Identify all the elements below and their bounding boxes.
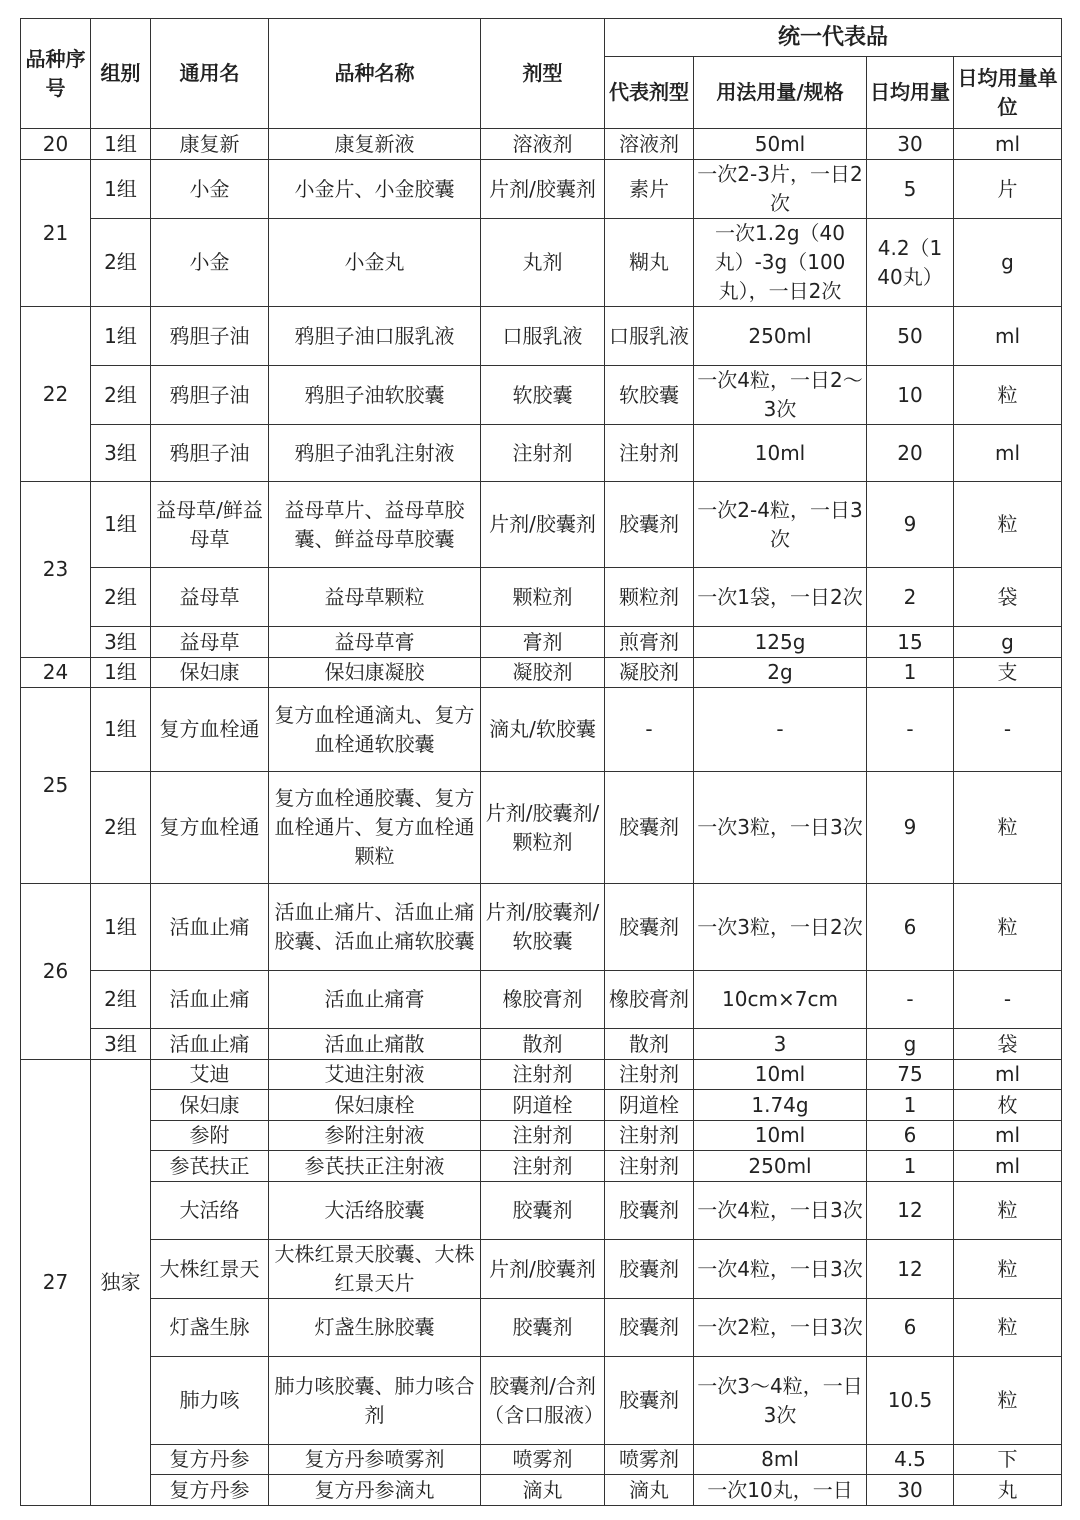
variety-name-cell: 活血止痛散 [269, 1029, 481, 1060]
table-row [21, 129, 1062, 160]
daily-unit-cell: 片 [954, 160, 1062, 219]
dosage-form-cell: 散剂 [481, 1029, 605, 1060]
dosage-form-cell: 片剂/胶囊剂 [481, 160, 605, 219]
header-rep-form: 代表剂型 [605, 57, 694, 129]
group-cell: 2组 [91, 219, 151, 307]
usage-spec-cell: 250ml [694, 307, 867, 366]
generic-name-cell: 复方丹参 [151, 1445, 269, 1475]
header-variety-name: 品种名称 [269, 19, 481, 129]
header-dosage-form: 剂型 [481, 19, 605, 129]
generic-name-cell: 参芪扶正 [151, 1151, 269, 1182]
rep-form-cell: 胶囊剂 [605, 884, 694, 971]
variety-name-cell: 肺力咳胶囊、肺力咳合剂 [269, 1357, 481, 1445]
table-row [21, 1299, 1062, 1357]
rep-form-cell: 喷雾剂 [605, 1445, 694, 1475]
dosage-form-cell: 注射剂 [481, 1060, 605, 1090]
table-row [21, 160, 1062, 219]
generic-name-cell: 艾迪 [151, 1060, 269, 1090]
dosage-form-cell: 阴道栓 [481, 1090, 605, 1121]
header-generic-name: 通用名 [151, 19, 269, 129]
rep-form-cell: 凝胶剂 [605, 658, 694, 688]
variety-name-cell: 益母草颗粒 [269, 568, 481, 627]
generic-name-cell: 鸦胆子油 [151, 366, 269, 425]
table-body [21, 129, 1062, 1506]
rep-form-cell: 注射剂 [605, 1060, 694, 1090]
variety-name-cell: 艾迪注射液 [269, 1060, 481, 1090]
daily-unit-cell: 粒 [954, 772, 1062, 884]
rep-form-cell: 口服乳液 [605, 307, 694, 366]
daily-unit-cell: ml [954, 1151, 1062, 1182]
dosage-form-cell: 滴丸 [481, 1475, 605, 1506]
daily-amount-cell: 6 [867, 1121, 954, 1151]
daily-amount-cell: - [867, 971, 954, 1029]
variety-name-cell: 参芪扶正注射液 [269, 1151, 481, 1182]
table-row [21, 1060, 1062, 1090]
variety-name-cell: 康复新液 [269, 129, 481, 160]
daily-unit-cell: 枚 [954, 1090, 1062, 1121]
daily-unit-cell: ml [954, 129, 1062, 160]
variety-name-cell: 复方丹参喷雾剂 [269, 1445, 481, 1475]
generic-name-cell: 保妇康 [151, 658, 269, 688]
dosage-form-cell: 凝胶剂 [481, 658, 605, 688]
usage-spec-cell: 1.74g [694, 1090, 867, 1121]
group-cell: 2组 [91, 568, 151, 627]
usage-spec-cell: 125g [694, 627, 867, 658]
usage-spec-cell: 10ml [694, 425, 867, 482]
rep-form-cell: 注射剂 [605, 1151, 694, 1182]
rep-form-cell: 颗粒剂 [605, 568, 694, 627]
dosage-form-cell: 片剂/胶囊剂/颗粒剂 [481, 772, 605, 884]
table-row [21, 1445, 1062, 1475]
daily-amount-cell: 4.5 [867, 1445, 954, 1475]
daily-unit-cell: ml [954, 1060, 1062, 1090]
generic-name-cell: 保妇康 [151, 1090, 269, 1121]
daily-unit-cell: ml [954, 307, 1062, 366]
usage-spec-cell: 一次1.2g（40丸）-3g（100丸），一日2次 [694, 219, 867, 307]
seq-cell: 21 [21, 160, 91, 307]
rep-form-cell: 软胶囊 [605, 366, 694, 425]
header-daily-amount: 日均用量 [867, 57, 954, 129]
daily-unit-cell: 袋 [954, 568, 1062, 627]
variety-name-cell: 复方丹参滴丸 [269, 1475, 481, 1506]
daily-amount-cell: 5 [867, 160, 954, 219]
group-cell: 1组 [91, 307, 151, 366]
daily-unit-cell: 粒 [954, 1240, 1062, 1299]
group-cell: 独家 [91, 1060, 151, 1506]
table-row [21, 1182, 1062, 1240]
variety-name-cell: 鸦胆子油口服乳液 [269, 307, 481, 366]
table-row [21, 1475, 1062, 1506]
rep-form-cell: 注射剂 [605, 1121, 694, 1151]
rep-form-cell: 素片 [605, 160, 694, 219]
dosage-form-cell: 胶囊剂 [481, 1182, 605, 1240]
table-row [21, 1240, 1062, 1299]
generic-name-cell: 参附 [151, 1121, 269, 1151]
generic-name-cell: 鸦胆子油 [151, 307, 269, 366]
generic-name-cell: 益母草 [151, 568, 269, 627]
table-row [21, 568, 1062, 627]
table-row [21, 482, 1062, 568]
generic-name-cell: 康复新 [151, 129, 269, 160]
header-daily-unit: 日均用量单位 [954, 57, 1062, 129]
seq-cell: 24 [21, 658, 91, 688]
generic-name-cell: 活血止痛 [151, 884, 269, 971]
generic-name-cell: 益母草/鲜益母草 [151, 482, 269, 568]
rep-form-cell: 胶囊剂 [605, 1299, 694, 1357]
daily-amount-cell: 1 [867, 1090, 954, 1121]
variety-name-cell: 活血止痛膏 [269, 971, 481, 1029]
dosage-form-cell: 片剂/胶囊剂 [481, 482, 605, 568]
usage-spec-cell: 50ml [694, 129, 867, 160]
dosage-form-cell: 橡胶膏剂 [481, 971, 605, 1029]
table-row [21, 366, 1062, 425]
table-row [21, 627, 1062, 658]
table-row [21, 658, 1062, 688]
table-row [21, 884, 1062, 971]
daily-amount-cell: 20 [867, 425, 954, 482]
daily-amount-cell: 12 [867, 1240, 954, 1299]
generic-name-cell: 复方血栓通 [151, 688, 269, 772]
daily-unit-cell: 粒 [954, 1357, 1062, 1445]
table-container [20, 18, 1062, 1506]
dosage-form-cell: 软胶囊 [481, 366, 605, 425]
daily-unit-cell: - [954, 971, 1062, 1029]
generic-name-cell: 灯盏生脉 [151, 1299, 269, 1357]
variety-name-cell: 大株红景天胶囊、大株红景天片 [269, 1240, 481, 1299]
usage-spec-cell: 2g [694, 658, 867, 688]
seq-cell: 25 [21, 688, 91, 884]
daily-amount-cell: 30 [867, 1475, 954, 1506]
daily-unit-cell: 支 [954, 658, 1062, 688]
seq-cell: 22 [21, 307, 91, 482]
daily-amount-cell: 1 [867, 1151, 954, 1182]
daily-amount-cell: 12 [867, 1182, 954, 1240]
rep-form-cell: 注射剂 [605, 425, 694, 482]
group-cell: 1组 [91, 658, 151, 688]
usage-spec-cell: - [694, 688, 867, 772]
table-row [21, 307, 1062, 366]
variety-name-cell: 灯盏生脉胶囊 [269, 1299, 481, 1357]
variety-name-cell: 小金丸 [269, 219, 481, 307]
daily-amount-cell: 10 [867, 366, 954, 425]
dosage-form-cell: 口服乳液 [481, 307, 605, 366]
rep-form-cell: 胶囊剂 [605, 1357, 694, 1445]
rep-form-cell: 胶囊剂 [605, 1240, 694, 1299]
daily-unit-cell: 粒 [954, 1182, 1062, 1240]
group-cell: 3组 [91, 1029, 151, 1060]
generic-name-cell: 大株红景天 [151, 1240, 269, 1299]
generic-name-cell: 鸦胆子油 [151, 425, 269, 482]
daily-unit-cell: ml [954, 425, 1062, 482]
generic-name-cell: 肺力咳 [151, 1357, 269, 1445]
table-row [21, 1121, 1062, 1151]
dosage-form-cell: 注射剂 [481, 1121, 605, 1151]
seq-cell: 20 [21, 129, 91, 160]
group-cell: 1组 [91, 160, 151, 219]
daily-amount-cell: 6 [867, 1299, 954, 1357]
daily-amount-cell: 50 [867, 307, 954, 366]
header-group: 组别 [91, 19, 151, 129]
daily-amount-cell: 2 [867, 568, 954, 627]
table-row [21, 425, 1062, 482]
generic-name-cell: 小金 [151, 219, 269, 307]
variety-name-cell: 复方血栓通滴丸、复方血栓通软胶囊 [269, 688, 481, 772]
table-row [21, 772, 1062, 884]
dosage-form-cell: 颗粒剂 [481, 568, 605, 627]
daily-unit-cell: ml [954, 1121, 1062, 1151]
daily-amount-cell: 1 [867, 658, 954, 688]
group-cell: 1组 [91, 688, 151, 772]
table-row [21, 971, 1062, 1029]
daily-unit-cell: 袋 [954, 1029, 1062, 1060]
variety-name-cell: 活血止痛片、活血止痛胶囊、活血止痛软胶囊 [269, 884, 481, 971]
daily-amount-cell: 9 [867, 772, 954, 884]
group-cell: 1组 [91, 482, 151, 568]
dosage-form-cell: 溶液剂 [481, 129, 605, 160]
variety-name-cell: 鸦胆子油乳注射液 [269, 425, 481, 482]
daily-amount-cell: g [867, 1029, 954, 1060]
daily-unit-cell: 粒 [954, 366, 1062, 425]
group-cell: 2组 [91, 971, 151, 1029]
drug-table [20, 18, 1062, 1506]
group-cell: 3组 [91, 425, 151, 482]
table-row [21, 219, 1062, 307]
variety-name-cell: 保妇康栓 [269, 1090, 481, 1121]
table-row [21, 1029, 1062, 1060]
variety-name-cell: 小金片、小金胶囊 [269, 160, 481, 219]
daily-unit-cell: - [954, 688, 1062, 772]
usage-spec-cell: 一次4粒，一日2～3次 [694, 366, 867, 425]
dosage-form-cell: 膏剂 [481, 627, 605, 658]
usage-spec-cell: 一次3～4粒，一日3次 [694, 1357, 867, 1445]
variety-name-cell: 复方血栓通胶囊、复方血栓通片、复方血栓通颗粒 [269, 772, 481, 884]
header-seq: 品种序号 [21, 19, 91, 129]
usage-spec-cell: 一次1袋，一日2次 [694, 568, 867, 627]
daily-amount-cell: 9 [867, 482, 954, 568]
rep-form-cell: 散剂 [605, 1029, 694, 1060]
usage-spec-cell: 10ml [694, 1121, 867, 1151]
table-row [21, 688, 1062, 772]
generic-name-cell: 复方血栓通 [151, 772, 269, 884]
generic-name-cell: 大活络 [151, 1182, 269, 1240]
usage-spec-cell: 一次3粒，一日2次 [694, 884, 867, 971]
daily-amount-cell: 6 [867, 884, 954, 971]
generic-name-cell: 小金 [151, 160, 269, 219]
rep-form-cell: 滴丸 [605, 1475, 694, 1506]
dosage-form-cell: 丸剂 [481, 219, 605, 307]
rep-form-cell: 阴道栓 [605, 1090, 694, 1121]
variety-name-cell: 大活络胶囊 [269, 1182, 481, 1240]
rep-form-cell: 胶囊剂 [605, 1182, 694, 1240]
seq-cell: 26 [21, 884, 91, 1060]
table-row [21, 1357, 1062, 1445]
daily-unit-cell: 粒 [954, 884, 1062, 971]
variety-name-cell: 益母草片、益母草胶囊、鲜益母草胶囊 [269, 482, 481, 568]
generic-name-cell: 活血止痛 [151, 971, 269, 1029]
rep-form-cell: 溶液剂 [605, 129, 694, 160]
rep-form-cell: 胶囊剂 [605, 482, 694, 568]
group-cell: 3组 [91, 627, 151, 658]
group-cell: 1组 [91, 884, 151, 971]
seq-cell: 23 [21, 482, 91, 658]
generic-name-cell: 活血止痛 [151, 1029, 269, 1060]
variety-name-cell: 参附注射液 [269, 1121, 481, 1151]
table-row [21, 1090, 1062, 1121]
table-row [21, 1151, 1062, 1182]
daily-unit-cell: g [954, 627, 1062, 658]
header-usage-spec: 用法用量/规格 [694, 57, 867, 129]
daily-amount-cell: 4.2（1 40丸） [867, 219, 954, 307]
variety-name-cell: 益母草膏 [269, 627, 481, 658]
daily-amount-cell: 10.5 [867, 1357, 954, 1445]
usage-spec-cell: 一次3粒，一日3次 [694, 772, 867, 884]
usage-spec-cell: 250ml [694, 1151, 867, 1182]
daily-amount-cell: 15 [867, 627, 954, 658]
group-cell: 2组 [91, 772, 151, 884]
daily-unit-cell: 粒 [954, 482, 1062, 568]
dosage-form-cell: 喷雾剂 [481, 1445, 605, 1475]
dosage-form-cell: 胶囊剂/合剂（含口服液） [481, 1357, 605, 1445]
dosage-form-cell: 注射剂 [481, 425, 605, 482]
group-cell: 1组 [91, 129, 151, 160]
seq-cell: 27 [21, 1060, 91, 1506]
daily-amount-cell: - [867, 688, 954, 772]
usage-spec-cell: 一次10丸，一日 [694, 1475, 867, 1506]
rep-form-cell: - [605, 688, 694, 772]
usage-spec-cell: 8ml [694, 1445, 867, 1475]
usage-spec-cell: 一次4粒，一日3次 [694, 1182, 867, 1240]
daily-unit-cell: 丸 [954, 1475, 1062, 1506]
rep-form-cell: 橡胶膏剂 [605, 971, 694, 1029]
daily-unit-cell: 下 [954, 1445, 1062, 1475]
rep-form-cell: 煎膏剂 [605, 627, 694, 658]
usage-spec-cell: 一次4粒，一日3次 [694, 1240, 867, 1299]
generic-name-cell: 益母草 [151, 627, 269, 658]
dosage-form-cell: 滴丸/软胶囊 [481, 688, 605, 772]
group-cell: 2组 [91, 366, 151, 425]
variety-name-cell: 保妇康凝胶 [269, 658, 481, 688]
dosage-form-cell: 片剂/胶囊剂/软胶囊 [481, 884, 605, 971]
daily-amount-cell: 30 [867, 129, 954, 160]
header-unified-rep: 统一代表品 [605, 19, 1062, 57]
dosage-form-cell: 片剂/胶囊剂 [481, 1240, 605, 1299]
dosage-form-cell: 注射剂 [481, 1151, 605, 1182]
rep-form-cell: 胶囊剂 [605, 772, 694, 884]
generic-name-cell: 复方丹参 [151, 1475, 269, 1506]
usage-spec-cell: 10cm×7cm [694, 971, 867, 1029]
usage-spec-cell: 一次2-4粒，一日3次 [694, 482, 867, 568]
dosage-form-cell: 胶囊剂 [481, 1299, 605, 1357]
daily-amount-cell: 75 [867, 1060, 954, 1090]
daily-unit-cell: 粒 [954, 1299, 1062, 1357]
variety-name-cell: 鸦胆子油软胶囊 [269, 366, 481, 425]
usage-spec-cell: 3 [694, 1029, 867, 1060]
usage-spec-cell: 一次2-3片，一日2次 [694, 160, 867, 219]
daily-unit-cell: g [954, 219, 1062, 307]
usage-spec-cell: 一次2粒，一日3次 [694, 1299, 867, 1357]
rep-form-cell: 糊丸 [605, 219, 694, 307]
usage-spec-cell: 10ml [694, 1060, 867, 1090]
